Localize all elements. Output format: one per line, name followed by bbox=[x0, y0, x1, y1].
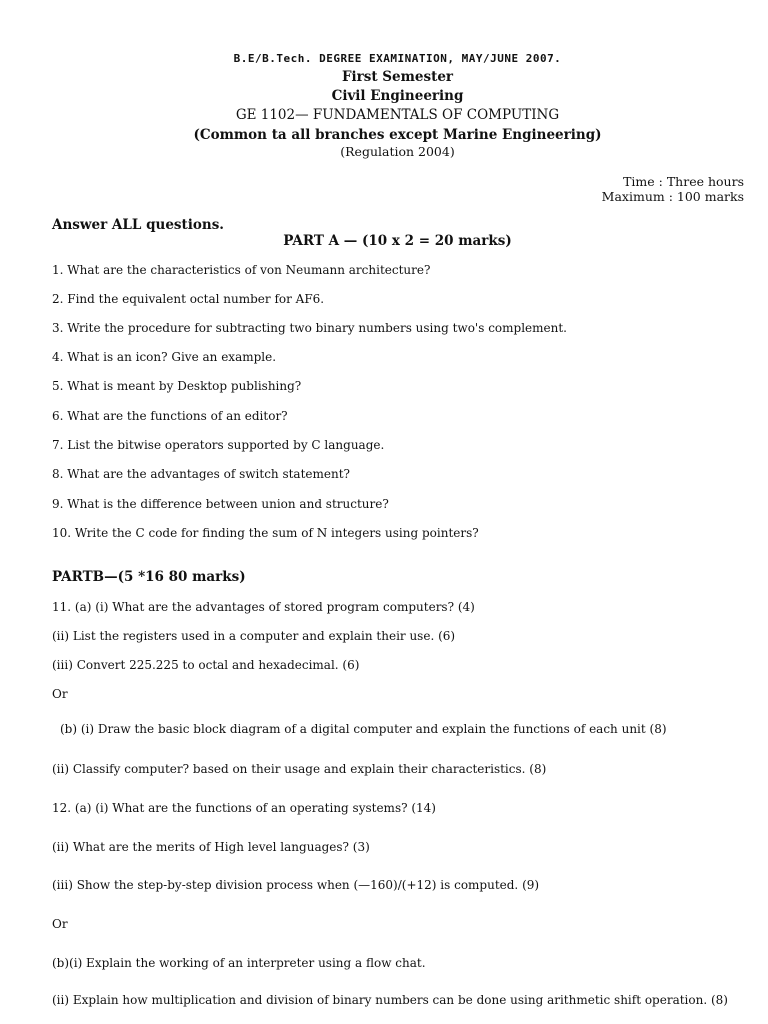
part-a-title: PART A — (10 x 2 = 20 marks) bbox=[283, 233, 512, 249]
instructions: Answer ALL questions. bbox=[52, 217, 224, 233]
part-a-question: 6. What are the functions of an editor? bbox=[52, 409, 288, 423]
part-a-question: 3. Write the procedure for subtracting two binary numbers using two's complement. bbox=[52, 321, 567, 335]
branch-heading: Civil Engineering bbox=[331, 88, 464, 104]
part-a-question: 8. What are the advantages of switch statement? bbox=[52, 467, 350, 481]
part-a-question: 10. Write the C code for finding the sum of N integers using pointers? bbox=[52, 526, 479, 540]
part-b-line: (ii) Classify computer? based on their usage and explain their characteristics. (8) bbox=[52, 762, 547, 776]
part-b-title: PARTB—(5 *16 80 marks) bbox=[52, 569, 246, 585]
part-b-line: (ii) Explain how multiplication and division of binary numbers can be done using arithmetic shift operation. (8) bbox=[52, 993, 728, 1007]
part-b-line: 12. (a) (i) What are the functions of an operating systems? (14) bbox=[52, 801, 436, 815]
part-a-question: 4. What is an icon? Give an example. bbox=[52, 350, 277, 364]
part-a-question: 9. What is the difference between union and structure? bbox=[52, 497, 389, 511]
time-allowed: Time : Three hours bbox=[623, 174, 744, 189]
part-b-line: (b)(i) Explain the working of an interpreter using a flow chat. bbox=[52, 956, 426, 970]
semester-heading: First Semester bbox=[341, 69, 454, 85]
part-b-line: 11. (a) (i) What are the advantages of stored program computers? (4) bbox=[52, 600, 475, 614]
maximum-marks: Maximum : 100 marks bbox=[601, 189, 744, 204]
part-a-question: 1. What are the characteristics of von Neumann architecture? bbox=[52, 263, 431, 277]
part-b-or: Or bbox=[52, 917, 68, 931]
regulation-note: (Regulation 2004) bbox=[340, 144, 455, 159]
part-b-or: Or bbox=[52, 687, 68, 701]
part-a-question: 5. What is meant by Desktop publishing? bbox=[52, 379, 302, 393]
part-b-line: (iii) Convert 225.225 to octal and hexadecimal. (6) bbox=[52, 658, 360, 672]
part-b-line: (iii) Show the step-by-step division process when (—160)/(+12) is computed. (9) bbox=[52, 878, 540, 892]
common-note: (Common ta all branches except Marine Engineering) bbox=[193, 127, 602, 143]
part-a-question: 2. Find the equivalent octal number for AF6. bbox=[52, 292, 325, 306]
part-b-line: (b) (i) Draw the basic block diagram of a digital computer and explain the functions of each unit (8) bbox=[60, 722, 667, 736]
course-heading: GE 1102— FUNDAMENTALS OF COMPUTING bbox=[235, 107, 560, 123]
part-a-question: 7. List the bitwise operators supported by C language. bbox=[52, 438, 385, 452]
part-b-line: (ii) What are the merits of High level languages? (3) bbox=[52, 840, 370, 854]
part-b-line: (ii) List the registers used in a computer and explain their use. (6) bbox=[52, 629, 456, 643]
exam-heading: B.E/B.Tech. DEGREE EXAMINATION, MAY/JUNE 2007. bbox=[233, 52, 562, 65]
